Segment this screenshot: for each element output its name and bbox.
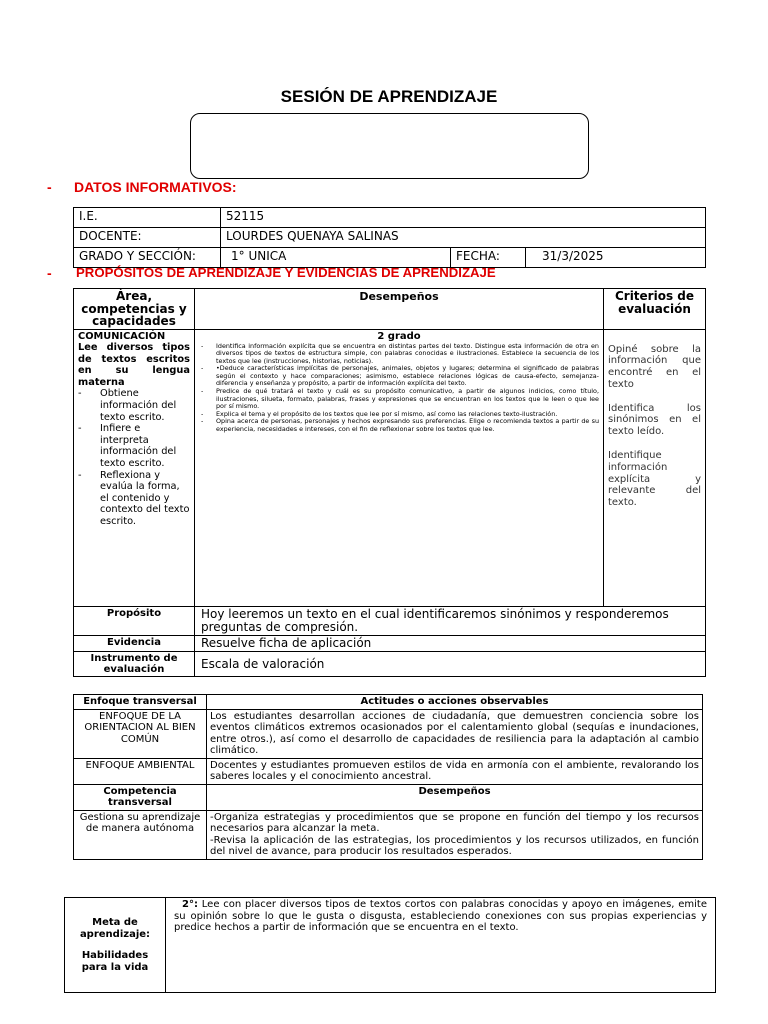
fecha-value: 31/3/2025 [526, 248, 706, 268]
desempeno-item: - •Deduce características implícitas de personajes, animales, objetos y lugares; determina el significado de palabras según el contexto y hace comparaciones; asimismo, establece relaciones lógicas de causa-efecto, semejanza-diferencia y enseñanza y propósito, a partir de información explícita del texto. [199, 365, 599, 388]
section-heading-propositos: PROPÓSITOS DE APRENDIZAJE Y EVIDENCIAS DE APRENDIZAJE [76, 265, 496, 280]
desempeno-item: - Predice de qué tratará el texto y cuál es su propósito comunicativo, a partir de algunos indicios, como título, ilustraciones, silueta, formato, palabras, frases y expresiones que se encuentran en los textos que le leen o que lee por sí mismo. [199, 388, 599, 411]
meta-grade: 2°: [182, 899, 198, 910]
evidencia-value: Resuelve ficha de aplicación [195, 635, 706, 651]
competencia-line: -Organiza estrategias y procedimientos que se propone en función del tiempo y los recursos necesarios para alcanzar la meta. [210, 811, 699, 834]
enfoque-name: ENFOQUE DE LA ORIENTACION AL BIEN COMÚN [74, 709, 207, 758]
capacidad-item: - Infiere e interpreta información del texto escrito. [78, 423, 190, 469]
desempeno-item: - Opina acerca de personas, personajes y hechos expresando sus preferencias. Elige o recomienda textos a partir de su experiencia, necesidades e intereses, con el fin de reflexionar sobre los textos que lee. [199, 418, 599, 433]
ie-value: 52115 [221, 208, 706, 228]
grado-value: 1° UNICA [221, 248, 451, 268]
header-criterios: Criterios de evaluación [604, 289, 706, 330]
area-title: COMUNICACIÓN [78, 330, 166, 342]
docente-value: LOURDES QUENAYA SALINAS [221, 228, 706, 248]
header-area: Área, competencias y capacidades [74, 289, 195, 330]
competencia-line: -Revisa la aplicación de las estrategias, los procedimientos y los recursos utilizados, en función del nivel de avance, para producir los resultados esperados. [210, 834, 699, 857]
page-title: SESIÓN DE APRENDIZAJE [280, 87, 498, 106]
purpose-table [73, 288, 706, 677]
capacidad-item: - Obtiene información del texto escrito. [78, 388, 190, 423]
competencia-desempenos [207, 810, 703, 859]
desempeno-item: - Explica el tema y el propósito de los textos que lee por sí mismo, así como las relaciones texto-ilustración. [199, 411, 599, 419]
enfoque-table [73, 694, 703, 860]
criterios-cell [604, 329, 706, 606]
habilidades-label: Habilidades para la vida [81, 950, 149, 973]
competencia-header: Competencia transversal [74, 784, 207, 810]
area-cell [74, 329, 195, 606]
desempeno-item: - Identifica información explícita que se encuentra en distintas partes del texto. Distingue esta información de otra en diversos tipos de textos de estructura simple, con palabras conocidas e ilustraciones. Establece la secuencia de los textos que lee (instrucciones, historias, noticias). [199, 343, 599, 366]
actitudes-header: Actitudes o acciones observables [207, 695, 703, 710]
meta-table [64, 897, 716, 993]
section-bullet: - [47, 179, 52, 195]
meta-text-cell [166, 898, 716, 993]
header-desempenos: Desempeños [195, 289, 604, 330]
desempenos-cell [195, 329, 604, 606]
meta-label: Meta de aprendizaje: [79, 917, 151, 940]
section-heading-datos: DATOS INFORMATIVOS: [74, 179, 237, 195]
enfoque-text: Docentes y estudiantes promueven estilos de vida en armonía con el ambiente, revalorando los saberes locales y el conocimiento ancestral. [207, 758, 703, 784]
meta-labels [65, 898, 166, 993]
enfoque-text: Los estudiantes desarrollan acciones de ciudadanía, que demuestren conciencia sobre los eventos climáticos extremos ocasionados por el calentamiento global (sequías e inundaciones, entre otros.), así como el desarrollo de capacidades de resiliencia para la adaptación al cambio climático. [207, 709, 703, 758]
docente-label: DOCENTE: [74, 228, 221, 248]
enfoque-name: ENFOQUE AMBIENTAL [74, 758, 207, 784]
fecha-label: FECHA: [451, 248, 526, 268]
proposito-value: Hoy leeremos un texto en el cual identificaremos sinónimos y responderemos preguntas de compresión. [195, 606, 706, 635]
meta-text: Lee con placer diversos tipos de textos cortos con palabras conocidas y apoyo en imágenes, emite su opinión sobre lo que le gusta o disgusta, estableciendo conexiones con sus propias experiencias y predice hechos a partir de información que se encuentra en el texto. [174, 899, 707, 933]
criterio-item: Opiné sobre la información que encontré en el texto [608, 343, 701, 390]
desempenos-header: Desempeños [207, 784, 703, 810]
proposito-label: Propósito [74, 606, 195, 635]
criterio-item: Identifica los sinónimos en el texto leído. [608, 402, 701, 438]
competencia: Lee diversos tipos de textos escritos en su lengua materna [78, 342, 190, 388]
instrumento-value: Escala de valoración [195, 651, 706, 676]
info-table [73, 207, 706, 268]
evidencia-label: Evidencia [74, 635, 195, 651]
criterio-item: Identifique información explícita y relevante del texto. [608, 450, 701, 509]
grado-label: GRADO Y SECCIÓN: [74, 248, 221, 268]
empty-title-box [190, 113, 589, 179]
capacidades-list [78, 388, 190, 527]
competencia-name: Gestiona su aprendizaje de manera autónoma [74, 810, 207, 859]
capacidad-item: - Reflexiona y evalúa la forma, el contenido y contexto del texto escrito. [78, 470, 190, 528]
section-bullet: - [47, 265, 52, 281]
instrumento-label: Instrumento de evaluación [74, 651, 195, 676]
ie-label: I.E. [74, 208, 221, 228]
enfoque-header: Enfoque transversal [74, 695, 207, 710]
grade-heading: 2 grado [377, 330, 421, 342]
